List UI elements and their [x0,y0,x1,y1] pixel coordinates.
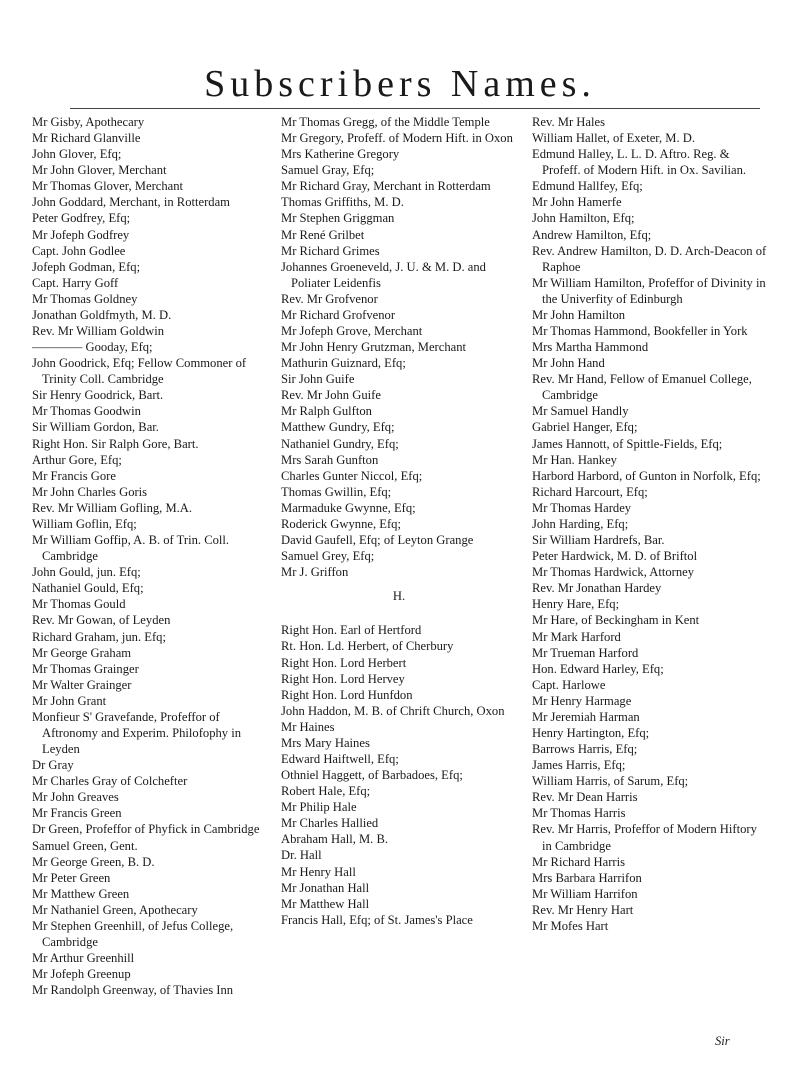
subscriber-entry: Capt. John Godlee [32,243,126,258]
subscriber-entry: Rev. Mr William Gofling, M.A. [32,500,193,515]
subscriber-entry: ———— Gooday, Efq; [32,340,153,355]
subscriber-entry: Rev. Mr Jonathan Hardey [532,581,662,596]
subscriber-entry: Mr Thomas Gregg, of the Middle Temple [281,115,490,129]
subscriber-entry: Roderick Gwynne, Efq; [281,516,401,531]
subscriber-entry: Henry Hartington, Efq; [532,725,650,740]
subscriber-entry: Dr. Hall [281,848,322,863]
subscriber-entry: Samuel Gray, Efq; [281,163,375,178]
subscriber-entry: Harbord Harbord, of Gunton in Norfolk, Efq; [532,468,761,483]
subscriber-entry: Rt. Hon. Ld. Herbert, of Cherbury [281,639,454,654]
subscriber-entry: Mr Thomas Grainger [32,661,139,676]
subscriber-entry: Mr Francis Green [32,806,122,821]
subscriber-entry: Mr Walter Grainger [32,677,132,692]
subscriber-entry: Mr John Hand [532,356,605,371]
subscriber-entry: Mr Jeremiah Harman [532,709,640,724]
subscriber-entry: James Harris, Efq; [532,758,626,773]
subscriber-entry: Sir William Hardrefs, Bar. [532,533,665,548]
subscriber-entry: Mr Jofeph Grove, Merchant [281,324,423,339]
subscriber-entry: Mr Richard Grofvenor [281,307,396,322]
subscriber-entry: Right Hon. Sir Ralph Gore, Bart. [32,436,199,451]
subscriber-entry: Mr René Grilbet [281,227,365,242]
catchword: Sir [715,1034,730,1048]
subscriber-entry: Mr Francis Gore [32,468,116,483]
subscriber-entry: Mr Henry Harmage [532,693,632,708]
subscriber-entry: Matthew Gundry, Efq; [281,420,395,435]
subscriber-entry: Mr George Green, B. D. [32,854,155,869]
subscriber-entry: Mr Han. Hankey [532,452,617,467]
subscriber-entry: Sir John Guife [281,372,355,387]
subscriber-entry: Edmund Hallfey, Efq; [532,179,643,194]
subscriber-entry: Gabriel Hanger, Efq; [532,420,638,435]
subscriber-entry: Mr William Hamilton, Profeffor of Divinity in the Univerfity of Edinburgh [532,275,766,306]
subscriber-entry: Sir Henry Goodrick, Bart. [32,388,164,403]
subscriber-entry: Mr John Glover, Merchant [32,163,167,178]
subscriber-entry: Mr John Hamilton [532,307,626,322]
subscriber-entry: Right Hon. Lord Hunfdon [281,687,413,702]
subscriber-entry: Mr John Henry Grutzman, Merchant [281,340,467,355]
subscriber-entry: Marmaduke Gwynne, Efq; [281,500,416,515]
subscriber-entry: John Goodrick, Efq; Fellow Commoner of Trinity Coll. Cambridge [32,356,247,387]
subscriber-entry: Mathurin Guiznard, Efq; [281,356,406,371]
subscriber-entry: Rev. Mr Hand, Fellow of Emanuel College, Cambridge [532,372,752,403]
subscriber-entry: Mr Thomas Hammond, Bookfeller in York [532,324,748,339]
subscriber-entry: John Haddon, M. B. of Chrift Church, Oxon [281,703,505,718]
subscriber-entry: Rev. Mr John Guife [281,388,381,403]
subscriber-entry: Mrs Katherine Gregory [281,147,400,162]
subscriber-entry: Peter Hardwick, M. D. of Briftol [532,549,698,564]
subscriber-entry: Samuel Grey, Efq; [281,549,375,564]
subscriber-entry: Rev. Mr Grofvenor [281,291,378,306]
subscriber-entry: Mr Charles Hallied [281,816,379,831]
subscriber-entry: Mr Henry Hall [281,864,356,879]
subscriber-entry: Mr Peter Green [32,870,111,885]
subscriber-entry: Edward Haiftwell, Efq; [281,751,399,766]
subscriber-entry: Mr Richard Harris [532,854,626,869]
subscriber-entry: Jonathan Goldfmyth, M. D. [32,307,172,322]
subscriber-entry: Dr Green, Profeffor of Phyfick in Cambridge [32,822,260,837]
subscriber-entry: Mr Trueman Harford [532,645,639,660]
subscriber-entry: Henry Hare, Efq; [532,597,620,612]
subscriber-entry: Edmund Halley, L. L. D. Aftro. Reg. & Profeff. of Modern Hift. in Ox. Savilian. [532,147,747,178]
subscriber-entry: Mr John Hamerfe [532,195,622,210]
subscriber-entry: Mr Philip Hale [281,800,357,815]
subscriber-entry: Mr Richard Gray, Merchant in Rotterdam [281,179,491,194]
subscriber-entry: Thomas Griffiths, M. D. [281,195,404,210]
subscriber-entry: Monfieur S' Gravefande, Profeffor of Aftronomy and Experim. Philofophy in Leyden [32,709,242,757]
subscriber-entry: Mr William Goffip, A. B. of Trin. Coll. Cambridge [32,533,230,564]
subscriber-entry: Mr Thomas Goldney [32,291,138,306]
subscriber-entry: Right Hon. Lord Hervey [281,671,405,686]
subscriber-entry: Rev. Andrew Hamilton, D. D. Arch-Deacon of Raphoe [532,243,767,274]
subscriber-entry: Rev. Mr Gowan, of Leyden [32,613,171,628]
subscriber-entry: Sir William Gordon, Bar. [32,420,159,435]
subscriber-entry: Mr Richard Glanville [32,131,141,146]
subscriber-entry: Samuel Green, Gent. [32,838,138,853]
subscriber-entry: Mr Stephen Griggman [281,211,395,226]
column-2 [281,114,517,928]
subscriber-entry: Mr Randolph Greenway, of Thavies Inn [32,983,234,998]
subscriber-entry: Mr Matthew Hall [281,896,370,911]
subscriber-entry: Mr Nathaniel Green, Apothecary [32,902,198,917]
subscriber-entry: Mr Haines [281,719,335,734]
subscriber-entry: Thomas Gwillin, Efq; [281,484,392,499]
subscriber-entry: Rev. Mr Harris, Profeffor of Modern Hiftory in Cambridge [532,822,757,853]
subscriber-entry: John Glover, Efq; [32,147,122,162]
subscriber-entry: Mr William Harrifon [532,886,638,901]
subscriber-entry: Jofeph Godman, Efq; [32,259,141,274]
subscriber-entry: Rev. Mr Hales [532,115,605,129]
subscriber-entry: John Hamilton, Efq; [532,211,635,226]
page-title: Subscribers Names. [204,63,596,105]
subscriber-entry: Francis Hall, Efq; of St. James's Place [281,912,473,927]
subscriber-entry: Capt. Harry Goff [32,275,119,290]
subscriber-entry: Arthur Gore, Efq; [32,452,122,467]
subscriber-entry: Capt. Harlowe [532,677,606,692]
column-3 [532,114,768,934]
subscriber-entry: Mr Ralph Gulfton [281,404,372,419]
subscriber-entry: David Gaufell, Efq; of Leyton Grange [281,533,474,548]
subscriber-entry: Mr Mark Harford [532,629,621,644]
column-1 [32,114,264,998]
subscriber-entry: Mr Thomas Hardey [532,500,632,515]
subscriber-entry: Nathaniel Gould, Efq; [32,581,144,596]
subscriber-entry: Mr John Greaves [32,790,119,805]
subscriber-entry: Rev. Mr Dean Harris [532,790,638,805]
subscriber-entry: Mr Charles Gray of Colchefter [32,774,188,789]
subscriber-entry: Charles Gunter Niccol, Efq; [281,468,423,483]
subscriber-entry: Mr Jofeph Greenup [32,967,131,982]
subscriber-entry: John Goddard, Merchant, in Rotterdam [32,195,230,210]
subscriber-entry: Rev. Mr Henry Hart [532,902,634,917]
subscriber-entry: Hon. Edward Harley, Efq; [532,661,664,676]
subscriber-entry: Nathaniel Gundry, Efq; [281,436,399,451]
subscriber-entry: Mr Samuel Handly [532,404,629,419]
subscriber-entry: Mr Jofeph Godfrey [32,227,130,242]
subscriber-entry: Dr Gray [32,758,74,773]
subscriber-entry: William Harris, of Sarum, Efq; [532,774,689,789]
subscriber-entry: Robert Hale, Efq; [281,784,371,799]
title-rule [70,108,760,109]
subscriber-entry: Rev. Mr William Goldwin [32,324,165,339]
subscriber-entry: Mr Thomas Glover, Merchant [32,179,184,194]
subscriber-entry: Mr Thomas Goodwin [32,404,141,419]
subscriber-entry: Mr Thomas Hardwick, Attorney [532,565,695,580]
subscriber-entry: Barrows Harris, Efq; [532,742,638,757]
subscriber-entry: Mr John Charles Goris [32,484,148,499]
subscriber-entry: Mr J. Griffon [281,565,349,580]
subscriber-entry: Abraham Hall, M. B. [281,832,389,847]
subscriber-entry: Mr Jonathan Hall [281,880,370,895]
subscriber-entry: Mr Mofes Hart [532,918,609,933]
subscriber-entry: Right Hon. Lord Herbert [281,655,407,670]
subscriber-entry: Mr Hare, of Beckingham in Kent [532,613,700,628]
subscriber-entry: William Goflin, Efq; [32,516,137,531]
subscriber-entry: Mr George Graham [32,645,132,660]
subscriber-entry: Mrs Martha Hammond [532,340,649,355]
subscriber-entry: Mr Arthur Greenhill [32,951,135,966]
subscriber-entry: William Hallet, of Exeter, M. D. [532,131,696,146]
subscriber-entry: Mr Thomas Gould [32,597,126,612]
subscriber-entry: Mr Stephen Greenhill, of Jefus College, Cambridge [32,918,234,949]
subscriber-entry: Mrs Mary Haines [281,735,370,750]
subscriber-entry: Mr Gregory, Profeff. of Modern Hift. in Oxon [281,131,513,146]
subscriber-entry: Mrs Sarah Gunfton [281,452,379,467]
subscriber-entry: Richard Harcourt, Efq; [532,484,648,499]
subscriber-entry: Richard Graham, jun. Efq; [32,629,166,644]
subscriber-entry: John Gould, jun. Efq; [32,565,141,580]
section-heading: H. [392,589,406,604]
subscriber-entry: John Harding, Efq; [532,516,629,531]
subscriber-entry: Mr Matthew Green [32,886,130,901]
subscriber-entry: Right Hon. Earl of Hertford [281,623,422,638]
subscriber-entry: Othniel Haggett, of Barbadoes, Efq; [281,768,463,783]
subscriber-entry: Mr Richard Grimes [281,243,380,258]
subscriber-entry: Andrew Hamilton, Efq; [532,227,652,242]
subscriber-entry: Johannes Groeneveld, J. U. & M. D. and Poliater Leidenfis [281,259,486,290]
subscriber-entry: Mr Thomas Harris [532,806,626,821]
subscriber-entry: Peter Godfrey, Efq; [32,211,131,226]
subscriber-entry: Mr John Grant [32,693,107,708]
subscriber-entry: James Hannott, of Spittle-Fields, Efq; [532,436,723,451]
subscriber-entry: Mrs Barbara Harrifon [532,870,642,885]
subscriber-entry: Mr Gisby, Apothecary [32,115,145,129]
